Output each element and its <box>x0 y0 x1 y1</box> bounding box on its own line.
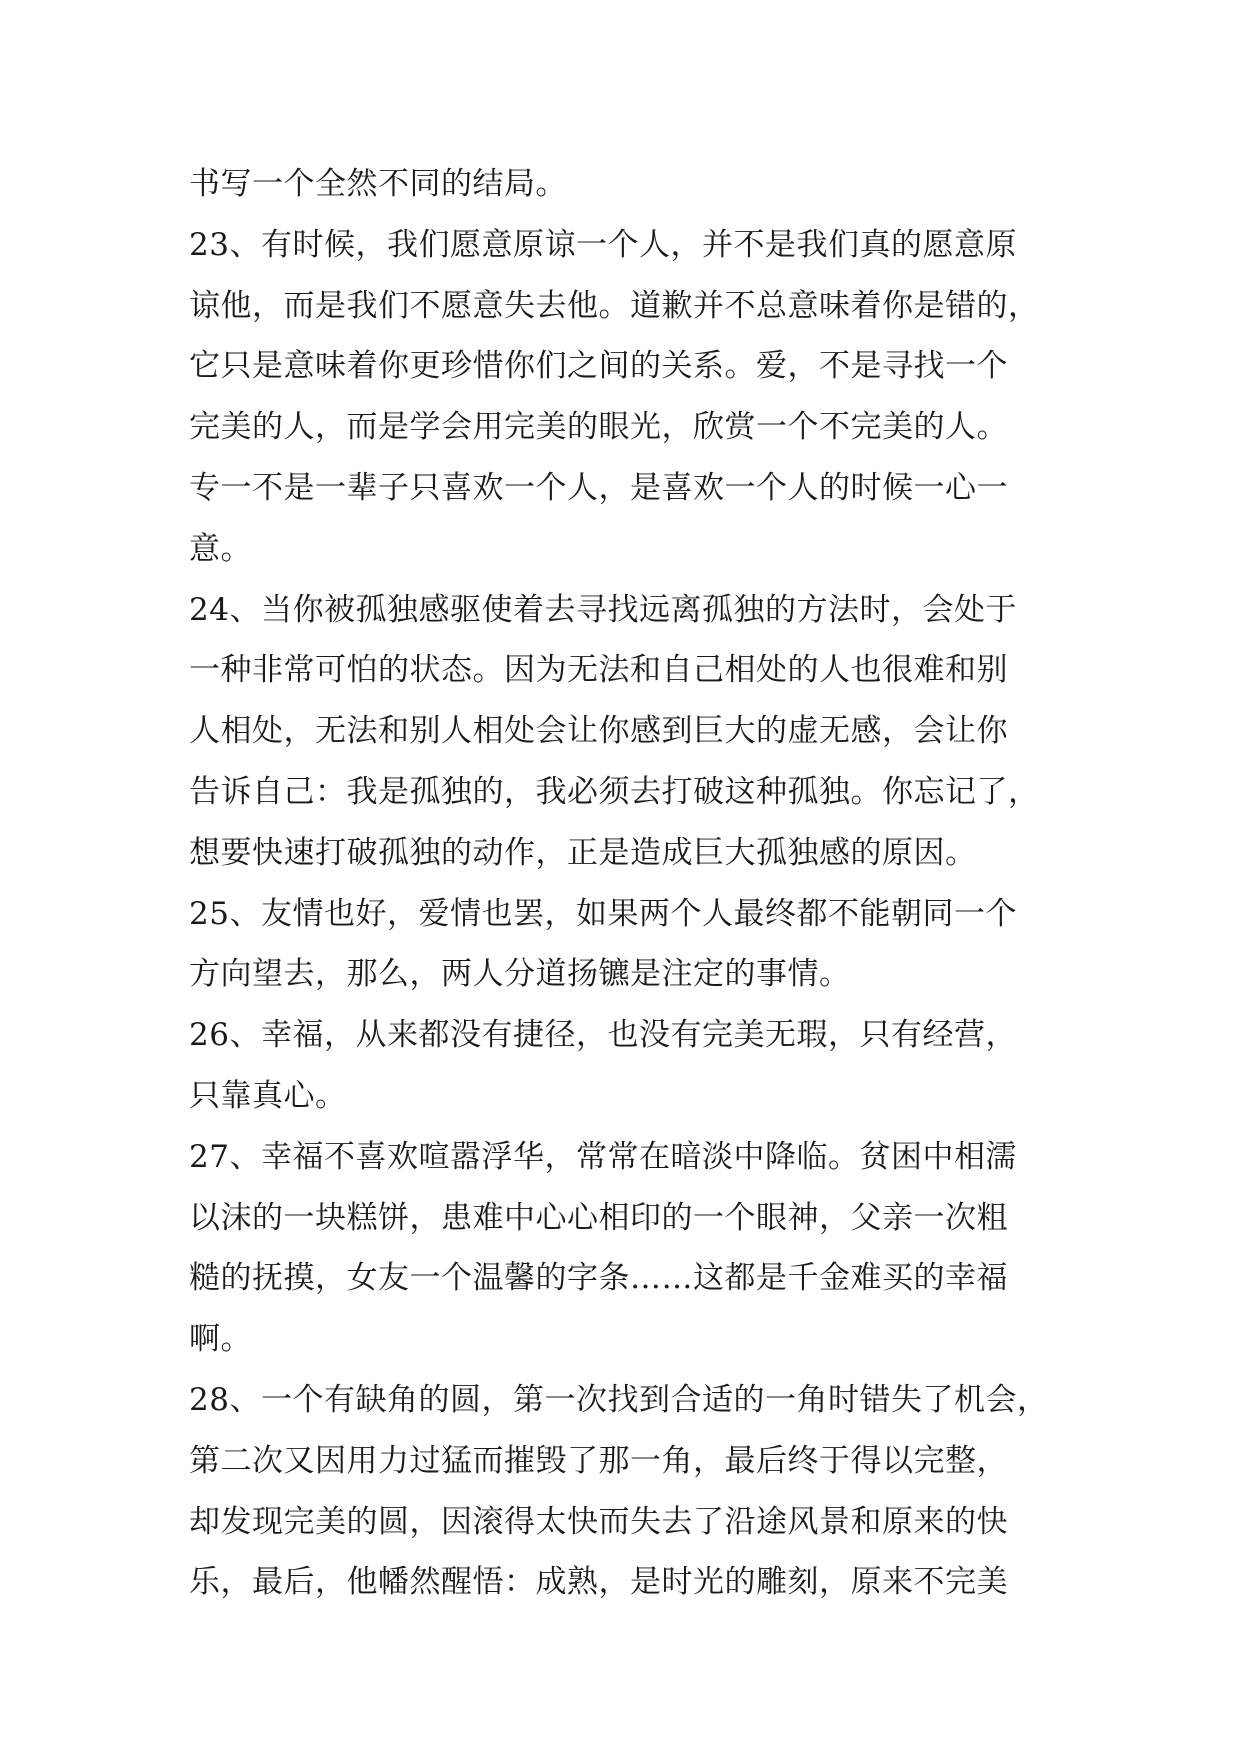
text-line: 想要快速打破孤独的动作，正是造成巨大孤独感的原因。 <box>189 834 977 871</box>
text-line: 24、当你被孤独感驱使着去寻找远离孤独的方法时，会处于 <box>189 591 1017 628</box>
text-line: 啊。 <box>189 1321 252 1358</box>
text-line: 23、有时候，我们愿意原谅一个人，并不是我们真的愿意原 <box>189 226 1017 263</box>
text-line: 28、一个有缺角的圆，第一次找到合适的一角时错失了机会， <box>189 1381 1049 1418</box>
text-line: 以沫的一块糕饼，患难中心心相印的一个眼神，父亲一次粗 <box>189 1199 1008 1236</box>
text-line: 一种非常可怕的状态。因为无法和自己相处的人也很难和别 <box>189 652 1008 689</box>
text-line: 专一不是一辈子只喜欢一个人，是喜欢一个人的时候一心一 <box>189 469 1008 506</box>
text-line: 意。 <box>189 530 252 567</box>
text-line: 26、幸福，从来都没有捷径，也没有完美无瑕，只有经营， <box>189 1017 1017 1054</box>
text-line: 25、友情也好，爱情也罢，如果两个人最终都不能朝同一个 <box>189 895 1017 932</box>
text-line: 却发现完美的圆，因滚得太快而失去了沿途风景和原来的快 <box>189 1503 1008 1540</box>
text-line: 告诉自己：我是孤独的，我必须去打破这种孤独。你忘记了， <box>189 773 1040 810</box>
body-text <box>189 154 1069 1613</box>
text-line: 方向望去，那么，两人分道扬镳是注定的事情。 <box>189 956 851 993</box>
text-line: 糙的抚摸，女友一个温馨的字条……这都是千金难买的幸福 <box>189 1260 1008 1297</box>
text-line: 人相处，无法和别人相处会让你感到巨大的虚无感，会让你 <box>189 713 1008 750</box>
text-line: 只靠真心。 <box>189 1077 347 1114</box>
text-line: 它只是意味着你更珍惜你们之间的关系。爱，不是寻找一个 <box>189 348 1008 385</box>
text-line: 完美的人，而是学会用完美的眼光，欣赏一个不完美的人。 <box>189 409 1008 446</box>
text-line: 第二次又因用力过猛而摧毁了那一角，最后终于得以完整， <box>189 1442 1008 1479</box>
text-line: 乐，最后，他幡然醒悟：成熟，是时光的雕刻，原来不完美 <box>189 1564 1008 1601</box>
text-line: 27、幸福不喜欢喧嚣浮华，常常在暗淡中降临。贫困中相濡 <box>189 1138 1017 1175</box>
text-line: 谅他，而是我们不愿意失去他。道歉并不总意味着你是错的， <box>189 287 1040 324</box>
text-line: 书写一个全然不同的结局。 <box>189 166 567 202</box>
